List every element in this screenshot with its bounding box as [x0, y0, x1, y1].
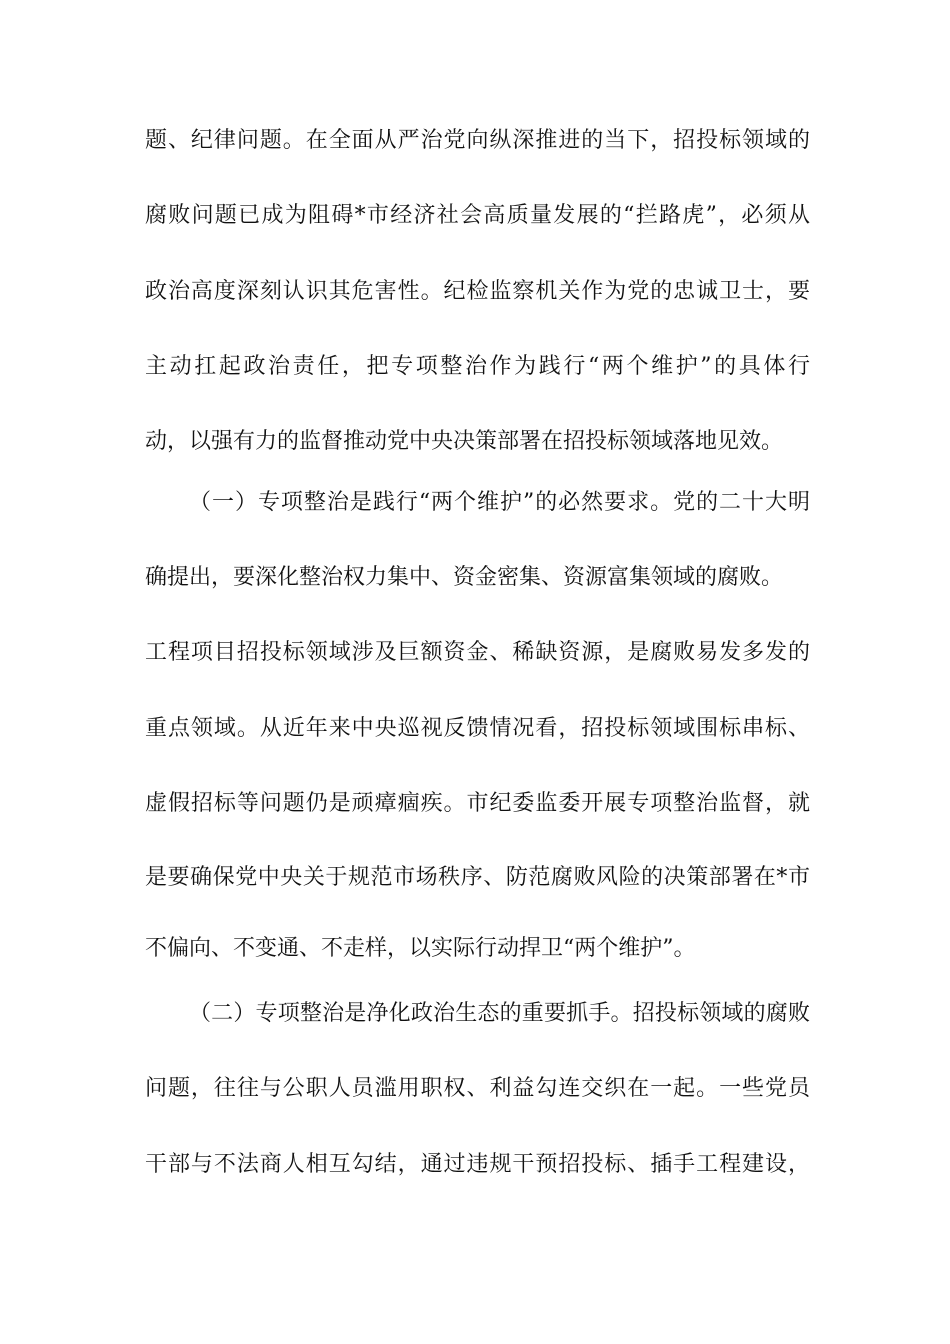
text-line-10: 虚假招标等问题仍是顽瘴痼疾。市纪委监委开展专项整治监督，就 — [145, 791, 810, 816]
paragraph-heading-1: （一）专项整治是践行“两个维护”的必然要求。党的二十大明 — [189, 490, 810, 515]
text-line-8: 工程项目招投标领域涉及巨额资金、稀缺资源，是腐败易发多发的 — [145, 640, 810, 665]
text-line-12: 不偏向、不变通、不走样，以实际行动捍卫“两个维护”。 — [145, 936, 696, 961]
text-line-7: 确提出，要深化整治权力集中、资金密集、资源富集领域的腐败。 — [145, 565, 784, 590]
text-line-5: 动，以强有力的监督推动党中央决策部署在招投标领域落地见效。 — [145, 429, 784, 454]
text-line-9: 重点领域。从近年来中央巡视反馈情况看，招投标领域围标串标、 — [145, 716, 810, 741]
text-line-15: 干部与不法商人相互勾结，通过违规干预招投标、插手工程建设， — [145, 1152, 810, 1177]
text-line-11: 是要确保党中央关于规范市场秩序、防范腐败风险的决策部署在*市 — [145, 865, 810, 890]
text-line-14: 问题，往往与公职人员滥用职权、利益勾连交织在一起。一些党员 — [145, 1076, 810, 1101]
text-line-3: 政治高度深刻认识其危害性。纪检监察机关作为党的忠诚卫士，要 — [145, 279, 810, 304]
text-line-4: 主动扛起政治责任，把专项整治作为践行“两个维护”的具体行 — [145, 354, 810, 379]
text-line-2: 腐败问题已成为阻碍*市经济社会高质量发展的“拦路虎”，必须从 — [145, 203, 810, 228]
paragraph-heading-2: （二）专项整治是净化政治生态的重要抓手。招投标领域的腐败 — [189, 1001, 810, 1026]
text-line-1: 题、纪律问题。在全面从严治党向纵深推进的当下，招投标领域的 — [145, 128, 810, 153]
